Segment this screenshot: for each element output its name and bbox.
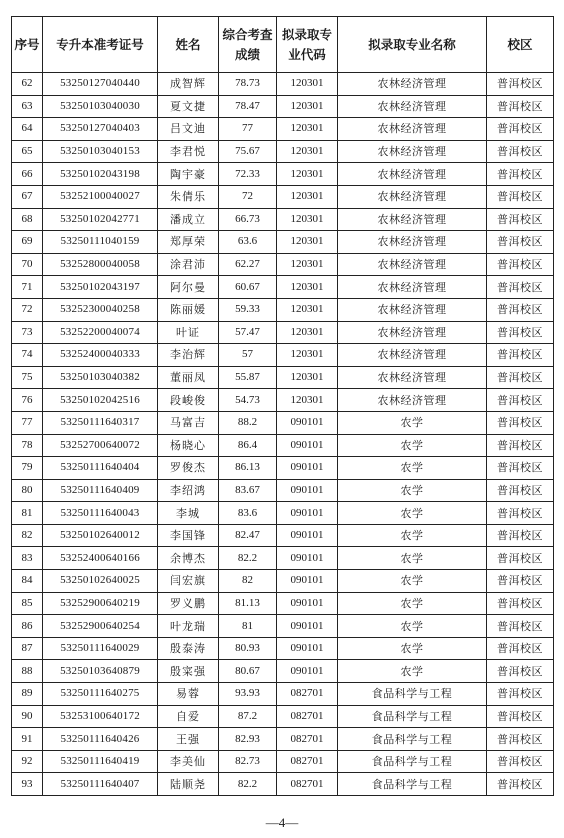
cell-exam-id: 53250103040153 [43, 140, 158, 163]
cell-exam-id: 53250127040403 [43, 118, 158, 141]
cell-campus: 普洱校区 [487, 660, 554, 683]
cell-name: 潘成立 [158, 208, 219, 231]
cell-campus: 普洱校区 [487, 547, 554, 570]
cell-exam-id: 53250111640404 [43, 457, 158, 480]
cell-name: 叶证 [158, 321, 219, 344]
cell-exam-id: 53252400640166 [43, 547, 158, 570]
cell-score: 93.93 [219, 683, 277, 706]
cell-score: 82.73 [219, 750, 277, 773]
cell-no: 73 [12, 321, 43, 344]
cell-no: 86 [12, 615, 43, 638]
cell-name: 段峻俊 [158, 389, 219, 412]
cell-exam-id: 53250103040382 [43, 366, 158, 389]
cell-major-code: 120301 [277, 389, 338, 412]
header-name: 姓名 [158, 17, 219, 73]
cell-major-name: 食品科学与工程 [338, 728, 487, 751]
table-row [12, 298, 554, 321]
cell-score: 83.67 [219, 479, 277, 502]
cell-major-name: 农学 [338, 592, 487, 615]
cell-score: 55.87 [219, 366, 277, 389]
cell-major-code: 120301 [277, 185, 338, 208]
cell-name: 李君悦 [158, 140, 219, 163]
table-row [12, 411, 554, 434]
table-row [12, 728, 554, 751]
cell-campus: 普洱校区 [487, 570, 554, 593]
cell-major-code: 120301 [277, 95, 338, 118]
cell-major-name: 农林经济管理 [338, 344, 487, 367]
cell-no: 78 [12, 434, 43, 457]
cell-major-code: 120301 [277, 321, 338, 344]
table-row [12, 705, 554, 728]
cell-name: 李美仙 [158, 750, 219, 773]
table-row [12, 615, 554, 638]
cell-name: 罗俊杰 [158, 457, 219, 480]
cell-major-name: 食品科学与工程 [338, 773, 487, 796]
cell-major-code: 082701 [277, 773, 338, 796]
cell-major-code: 120301 [277, 140, 338, 163]
cell-no: 91 [12, 728, 43, 751]
cell-no: 83 [12, 547, 43, 570]
cell-name: 成智辉 [158, 73, 219, 96]
cell-no: 63 [12, 95, 43, 118]
table-row [12, 366, 554, 389]
table-row [12, 773, 554, 796]
cell-major-name: 农学 [338, 547, 487, 570]
cell-campus: 普洱校区 [487, 231, 554, 254]
cell-score: 80.67 [219, 660, 277, 683]
cell-score: 88.2 [219, 411, 277, 434]
cell-exam-id: 53252700640072 [43, 434, 158, 457]
cell-no: 67 [12, 185, 43, 208]
cell-exam-id: 53252100040027 [43, 185, 158, 208]
cell-name: 夏文捷 [158, 95, 219, 118]
cell-exam-id: 53252200040074 [43, 321, 158, 344]
cell-no: 79 [12, 457, 43, 480]
table-row [12, 95, 554, 118]
cell-no: 84 [12, 570, 43, 593]
cell-major-name: 农学 [338, 637, 487, 660]
cell-campus: 普洱校区 [487, 750, 554, 773]
cell-no: 70 [12, 253, 43, 276]
cell-exam-id: 53252900640254 [43, 615, 158, 638]
cell-campus: 普洱校区 [487, 276, 554, 299]
cell-exam-id: 53250111640426 [43, 728, 158, 751]
table-row [12, 163, 554, 186]
cell-exam-id: 53250102043198 [43, 163, 158, 186]
header-campus: 校区 [487, 17, 554, 73]
cell-major-name: 农林经济管理 [338, 298, 487, 321]
cell-exam-id: 53252800040058 [43, 253, 158, 276]
table-row [12, 253, 554, 276]
cell-score: 82.93 [219, 728, 277, 751]
cell-exam-id: 53250111640043 [43, 502, 158, 525]
table-header-row [12, 17, 554, 73]
cell-major-code: 120301 [277, 118, 338, 141]
cell-exam-id: 53250111640419 [43, 750, 158, 773]
cell-major-code: 120301 [277, 344, 338, 367]
table-row [12, 140, 554, 163]
cell-major-code: 082701 [277, 705, 338, 728]
header-major-name: 拟录取专业名称 [338, 17, 487, 73]
cell-score: 60.67 [219, 276, 277, 299]
cell-exam-id: 53250111640407 [43, 773, 158, 796]
cell-campus: 普洱校区 [487, 524, 554, 547]
cell-score: 72 [219, 185, 277, 208]
cell-campus: 普洱校区 [487, 208, 554, 231]
cell-major-name: 农学 [338, 457, 487, 480]
cell-name: 殷寀强 [158, 660, 219, 683]
cell-score: 81.13 [219, 592, 277, 615]
table-row [12, 185, 554, 208]
cell-campus: 普洱校区 [487, 479, 554, 502]
table-row [12, 73, 554, 96]
cell-name: 陈丽媛 [158, 298, 219, 321]
cell-campus: 普洱校区 [487, 773, 554, 796]
table-row [12, 637, 554, 660]
cell-campus: 普洱校区 [487, 705, 554, 728]
cell-campus: 普洱校区 [487, 253, 554, 276]
cell-major-code: 120301 [277, 163, 338, 186]
cell-score: 80.93 [219, 637, 277, 660]
cell-major-code: 090101 [277, 502, 338, 525]
cell-score: 57.47 [219, 321, 277, 344]
header-exam-id: 专升本准考证号 [43, 17, 158, 73]
table-row [12, 524, 554, 547]
cell-no: 71 [12, 276, 43, 299]
cell-exam-id: 53250111640317 [43, 411, 158, 434]
cell-campus: 普洱校区 [487, 389, 554, 412]
cell-campus: 普洱校区 [487, 185, 554, 208]
cell-no: 89 [12, 683, 43, 706]
cell-no: 85 [12, 592, 43, 615]
cell-campus: 普洱校区 [487, 457, 554, 480]
cell-name: 王强 [158, 728, 219, 751]
cell-major-name: 农林经济管理 [338, 95, 487, 118]
cell-score: 81 [219, 615, 277, 638]
cell-no: 69 [12, 231, 43, 254]
cell-no: 92 [12, 750, 43, 773]
cell-exam-id: 53250111640275 [43, 683, 158, 706]
cell-exam-id: 53253100640172 [43, 705, 158, 728]
table-row [12, 457, 554, 480]
table-row [12, 750, 554, 773]
cell-no: 76 [12, 389, 43, 412]
admission-roster-table [11, 16, 554, 796]
cell-score: 82.2 [219, 773, 277, 796]
table-row [12, 502, 554, 525]
cell-major-code: 120301 [277, 231, 338, 254]
cell-name: 罗义鹏 [158, 592, 219, 615]
cell-major-name: 农学 [338, 615, 487, 638]
table-row [12, 118, 554, 141]
cell-exam-id: 53250102640012 [43, 524, 158, 547]
cell-major-name: 农林经济管理 [338, 276, 487, 299]
cell-campus: 普洱校区 [487, 728, 554, 751]
cell-campus: 普洱校区 [487, 140, 554, 163]
cell-major-code: 090101 [277, 524, 338, 547]
table-row [12, 547, 554, 570]
cell-no: 87 [12, 637, 43, 660]
cell-name: 李国锋 [158, 524, 219, 547]
cell-no: 64 [12, 118, 43, 141]
cell-major-name: 农林经济管理 [338, 389, 487, 412]
cell-major-name: 农学 [338, 411, 487, 434]
cell-campus: 普洱校区 [487, 615, 554, 638]
cell-major-code: 090101 [277, 615, 338, 638]
cell-major-code: 082701 [277, 750, 338, 773]
cell-no: 81 [12, 502, 43, 525]
cell-name: 董丽凤 [158, 366, 219, 389]
table-body [12, 73, 554, 796]
cell-campus: 普洱校区 [487, 95, 554, 118]
cell-major-name: 农林经济管理 [338, 185, 487, 208]
cell-major-name: 农学 [338, 524, 487, 547]
cell-score: 59.33 [219, 298, 277, 321]
cell-major-code: 090101 [277, 479, 338, 502]
cell-score: 82.2 [219, 547, 277, 570]
cell-name: 马富吉 [158, 411, 219, 434]
cell-major-name: 农林经济管理 [338, 163, 487, 186]
cell-no: 65 [12, 140, 43, 163]
table-row [12, 321, 554, 344]
cell-exam-id: 53250102042516 [43, 389, 158, 412]
page-number: —4— [265, 815, 299, 830]
cell-name: 殷泰涛 [158, 637, 219, 660]
cell-name: 杨晓心 [158, 434, 219, 457]
cell-score: 78.73 [219, 73, 277, 96]
cell-name: 涂君沛 [158, 253, 219, 276]
cell-no: 72 [12, 298, 43, 321]
cell-name: 陶宇豪 [158, 163, 219, 186]
cell-major-code: 090101 [277, 434, 338, 457]
cell-campus: 普洱校区 [487, 163, 554, 186]
cell-major-name: 农林经济管理 [338, 140, 487, 163]
cell-major-name: 农林经济管理 [338, 231, 487, 254]
cell-major-code: 090101 [277, 547, 338, 570]
cell-score: 82 [219, 570, 277, 593]
cell-name: 李治辉 [158, 344, 219, 367]
table-row [12, 231, 554, 254]
cell-exam-id: 53250127040440 [43, 73, 158, 96]
cell-name: 易蓉 [158, 683, 219, 706]
cell-name: 陆顺尧 [158, 773, 219, 796]
cell-major-code: 120301 [277, 276, 338, 299]
cell-score: 62.27 [219, 253, 277, 276]
cell-major-name: 农林经济管理 [338, 321, 487, 344]
cell-major-code: 090101 [277, 411, 338, 434]
cell-major-code: 090101 [277, 592, 338, 615]
cell-score: 86.13 [219, 457, 277, 480]
cell-campus: 普洱校区 [487, 73, 554, 96]
cell-campus: 普洱校区 [487, 411, 554, 434]
cell-major-name: 农林经济管理 [338, 73, 487, 96]
table-row [12, 389, 554, 412]
header-major-code: 拟录取专业代码 [277, 17, 338, 73]
cell-major-name: 农林经济管理 [338, 208, 487, 231]
cell-no: 93 [12, 773, 43, 796]
cell-exam-id: 53250102640025 [43, 570, 158, 593]
cell-score: 72.33 [219, 163, 277, 186]
cell-no: 82 [12, 524, 43, 547]
cell-exam-id: 53250103040030 [43, 95, 158, 118]
cell-exam-id: 53250102042771 [43, 208, 158, 231]
cell-major-code: 120301 [277, 208, 338, 231]
cell-major-name: 农林经济管理 [338, 366, 487, 389]
cell-name: 自爱 [158, 705, 219, 728]
cell-campus: 普洱校区 [487, 637, 554, 660]
table-row [12, 683, 554, 706]
cell-campus: 普洱校区 [487, 321, 554, 344]
cell-no: 80 [12, 479, 43, 502]
header-no: 序号 [12, 17, 43, 73]
cell-name: 郑厚荣 [158, 231, 219, 254]
cell-score: 83.6 [219, 502, 277, 525]
table-row [12, 592, 554, 615]
cell-name: 余博杰 [158, 547, 219, 570]
cell-campus: 普洱校区 [487, 298, 554, 321]
cell-major-name: 农学 [338, 434, 487, 457]
cell-major-name: 食品科学与工程 [338, 705, 487, 728]
cell-major-code: 120301 [277, 253, 338, 276]
cell-major-name: 农林经济管理 [338, 118, 487, 141]
cell-no: 74 [12, 344, 43, 367]
table-row [12, 276, 554, 299]
cell-exam-id: 53252400040333 [43, 344, 158, 367]
cell-major-code: 090101 [277, 637, 338, 660]
cell-name: 李城 [158, 502, 219, 525]
cell-no: 88 [12, 660, 43, 683]
cell-major-name: 农学 [338, 570, 487, 593]
cell-campus: 普洱校区 [487, 344, 554, 367]
table-row [12, 434, 554, 457]
cell-exam-id: 53250111640029 [43, 637, 158, 660]
cell-score: 82.47 [219, 524, 277, 547]
cell-name: 阿尔曼 [158, 276, 219, 299]
cell-no: 66 [12, 163, 43, 186]
cell-campus: 普洱校区 [487, 502, 554, 525]
cell-no: 62 [12, 73, 43, 96]
cell-exam-id: 53250111640409 [43, 479, 158, 502]
cell-score: 57 [219, 344, 277, 367]
cell-score: 75.67 [219, 140, 277, 163]
cell-exam-id: 53250103640879 [43, 660, 158, 683]
table-row [12, 570, 554, 593]
header-score: 综合考查成绩 [219, 17, 277, 73]
cell-major-code: 082701 [277, 683, 338, 706]
cell-major-code: 090101 [277, 660, 338, 683]
table-row [12, 479, 554, 502]
cell-major-name: 农学 [338, 502, 487, 525]
cell-no: 75 [12, 366, 43, 389]
cell-major-code: 120301 [277, 298, 338, 321]
cell-major-code: 090101 [277, 457, 338, 480]
cell-name: 李绍鸿 [158, 479, 219, 502]
cell-no: 90 [12, 705, 43, 728]
cell-score: 86.4 [219, 434, 277, 457]
cell-exam-id: 53252300040258 [43, 298, 158, 321]
cell-name: 朱倩乐 [158, 185, 219, 208]
cell-major-code: 090101 [277, 570, 338, 593]
table-row [12, 208, 554, 231]
cell-major-code: 120301 [277, 73, 338, 96]
table-row [12, 344, 554, 367]
cell-campus: 普洱校区 [487, 434, 554, 457]
cell-score: 63.6 [219, 231, 277, 254]
cell-name: 吕文迪 [158, 118, 219, 141]
cell-score: 78.47 [219, 95, 277, 118]
cell-exam-id: 53250111040159 [43, 231, 158, 254]
table-row [12, 660, 554, 683]
cell-score: 87.2 [219, 705, 277, 728]
cell-no: 68 [12, 208, 43, 231]
cell-name: 叶龙瑞 [158, 615, 219, 638]
cell-campus: 普洱校区 [487, 683, 554, 706]
cell-name: 闫宏旗 [158, 570, 219, 593]
cell-major-name: 食品科学与工程 [338, 683, 487, 706]
cell-major-code: 082701 [277, 728, 338, 751]
cell-campus: 普洱校区 [487, 366, 554, 389]
cell-major-name: 农学 [338, 479, 487, 502]
cell-major-name: 农林经济管理 [338, 253, 487, 276]
cell-score: 66.73 [219, 208, 277, 231]
cell-exam-id: 53250102043197 [43, 276, 158, 299]
cell-major-name: 食品科学与工程 [338, 750, 487, 773]
cell-major-name: 农学 [338, 660, 487, 683]
cell-exam-id: 53252900640219 [43, 592, 158, 615]
cell-campus: 普洱校区 [487, 118, 554, 141]
cell-major-code: 120301 [277, 366, 338, 389]
cell-campus: 普洱校区 [487, 592, 554, 615]
cell-score: 54.73 [219, 389, 277, 412]
cell-score: 77 [219, 118, 277, 141]
cell-no: 77 [12, 411, 43, 434]
